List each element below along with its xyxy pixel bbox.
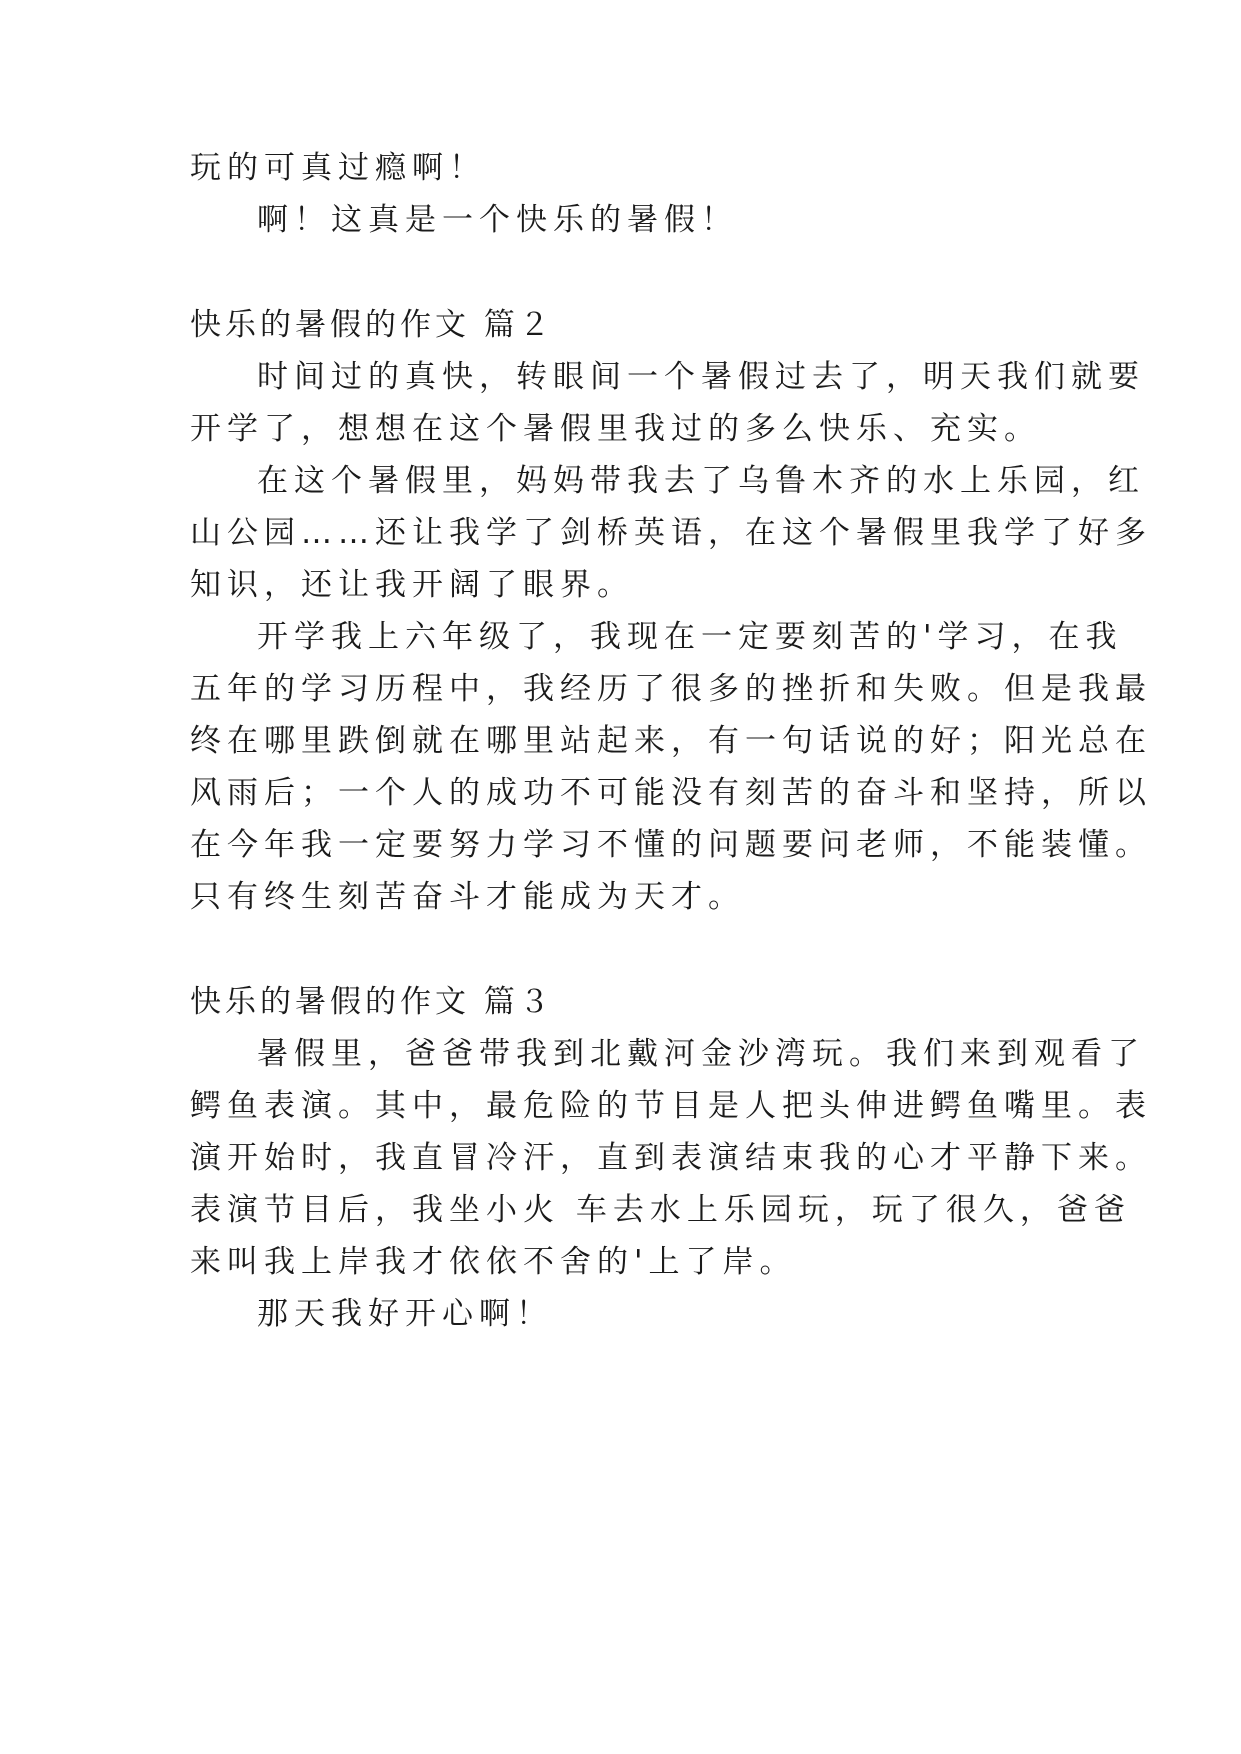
section-3-heading: 快乐的暑假的作文 篇３: [190, 984, 554, 1020]
section-2-p1-line-1: 时间过的真快，转眼间一个暑假过去了，明天我们就要: [257, 359, 1145, 395]
section-2-p1-line-2: 开学了，想想在这个暑假里我过的多么快乐、充实。: [190, 411, 1041, 447]
section-2-p3-line-3: 终在哪里跌倒就在哪里站起来，有一句话说的好；阳光总在: [190, 723, 1152, 759]
section-3-p1-line-3: 演开始时，我直冒冷汗，直到表演结束我的心才平静下来。: [190, 1140, 1152, 1176]
section-3-p1-line-2: 鳄鱼表演。其中，最危险的节目是人把头伸进鳄鱼嘴里。表: [190, 1088, 1152, 1124]
section-3-p2-line-1: 那天我好开心啊！: [257, 1296, 553, 1332]
section-2-p3-line-2: 五年的学习历程中，我经历了很多的挫折和失败。但是我最: [190, 671, 1152, 707]
section-2-p3-line-6: 只有终生刻苦奋斗才能成为天才。: [190, 879, 745, 915]
section-3-p1-line-4: 表演节目后，我坐小火 车去水上乐园玩，玩了很久，爸爸: [190, 1192, 1131, 1228]
section-2-heading: 快乐的暑假的作文 篇２: [190, 307, 554, 343]
section-3-p1-line-5: 来叫我上岸我才依依不舍的'上了岸。: [190, 1244, 797, 1280]
section-2-p2-line-1: 在这个暑假里，妈妈带我去了乌鲁木齐的水上乐园，红: [257, 463, 1145, 499]
intro-line-2: 啊！这真是一个快乐的暑假！: [257, 202, 738, 238]
section-2-p2-line-2: 山公园……还让我学了剑桥英语，在这个暑假里我学了好多: [190, 515, 1152, 551]
section-2-p3-line-4: 风雨后；一个人的成功不可能没有刻苦的奋斗和坚持，所以: [190, 775, 1152, 811]
section-2-p2-line-3: 知识，还让我开阔了眼界。: [190, 567, 634, 603]
section-2-p3-line-5: 在今年我一定要努力学习不懂的问题要问老师，不能装懂。: [190, 827, 1152, 863]
intro-line-1: 玩的可真过瘾啊！: [190, 150, 486, 186]
section-3-p1-line-1: 暑假里，爸爸带我到北戴河金沙湾玩。我们来到观看了: [257, 1036, 1145, 1072]
section-2-p3-line-1: 开学我上六年级了，我现在一定要刻苦的'学习，在我: [257, 619, 1123, 655]
